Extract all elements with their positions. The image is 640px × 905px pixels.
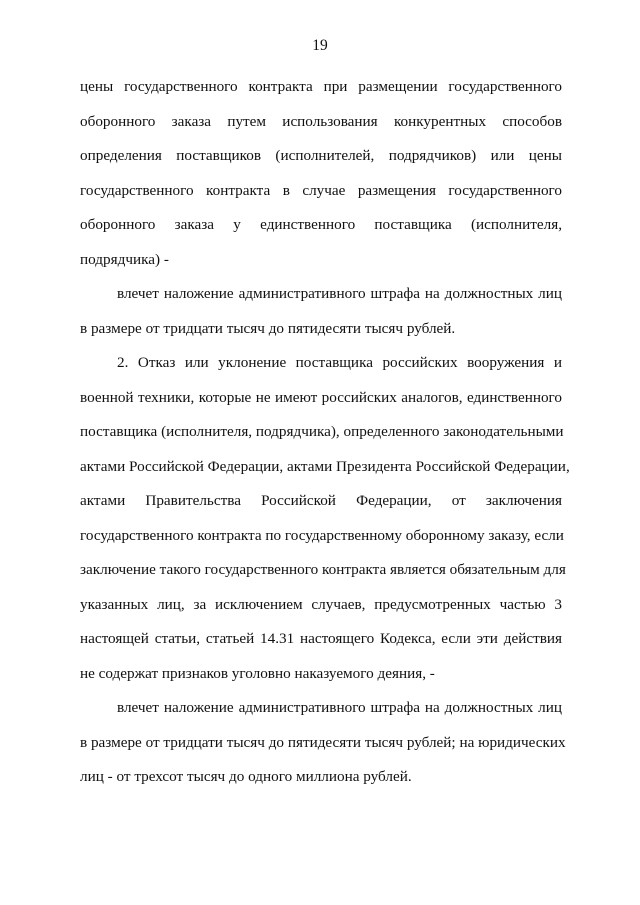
text-line: настоящей статьи, статьей 14.31 настоящего Кодекса, если эти действия	[80, 630, 562, 647]
text-line: цены государственного контракта при размещении государственного	[80, 78, 562, 95]
text-line: в размере от тридцати тысяч до пятидесяти тысяч рублей.	[80, 319, 456, 337]
page-number: 19	[312, 37, 328, 54]
paragraph-price-violation	[80, 70, 562, 277]
text-line: заключение такого государственного контракта является обязательным для	[80, 561, 566, 578]
text-line: государственного контракта по государственному оборонному заказу, если	[80, 526, 564, 544]
text-line: военной техники, которые не имеют российских аналогов, единственного	[80, 388, 562, 406]
text-line: 2. Отказ или уклонение поставщика российских вооружения и	[117, 354, 562, 371]
text-line: актами Российской Федерации, актами Президента Российской Федерации,	[80, 457, 570, 475]
text-line: в размере от тридцати тысяч до пятидесяти тысяч рублей; на юридических	[80, 733, 566, 751]
text-line: поставщика (исполнителя, подрядчика), определенного законодательными	[80, 423, 564, 440]
document-body	[80, 70, 570, 795]
text-line: оборонного заказа у единственного поставщика (исполнителя,	[80, 216, 562, 233]
text-line: государственного контракта в случае размещения государственного	[80, 181, 562, 199]
paragraph-penalty-1	[80, 277, 562, 346]
text-line: актами Правительства Российской Федерации, от заключения	[80, 492, 562, 509]
paragraph-penalty-2	[80, 691, 566, 795]
text-line: влечет наложение административного штрафа на должностных лиц	[117, 285, 562, 302]
text-line: оборонного заказа путем использования конкурентных способов	[80, 112, 562, 130]
text-line: не содержат признаков уголовно наказуемого деяния, -	[80, 664, 435, 682]
paragraph-clause-2	[80, 346, 570, 691]
text-line: определения поставщиков (исполнителей, подрядчиков) или цены	[80, 147, 562, 164]
text-line: лиц - от трехсот тысяч до одного миллиона рублей.	[80, 768, 412, 785]
text-line: влечет наложение административного штрафа на должностных лиц	[117, 699, 562, 716]
text-line: указанных лиц, за исключением случаев, предусмотренных частью 3	[80, 595, 562, 613]
text-line: подрядчика) -	[80, 250, 169, 268]
